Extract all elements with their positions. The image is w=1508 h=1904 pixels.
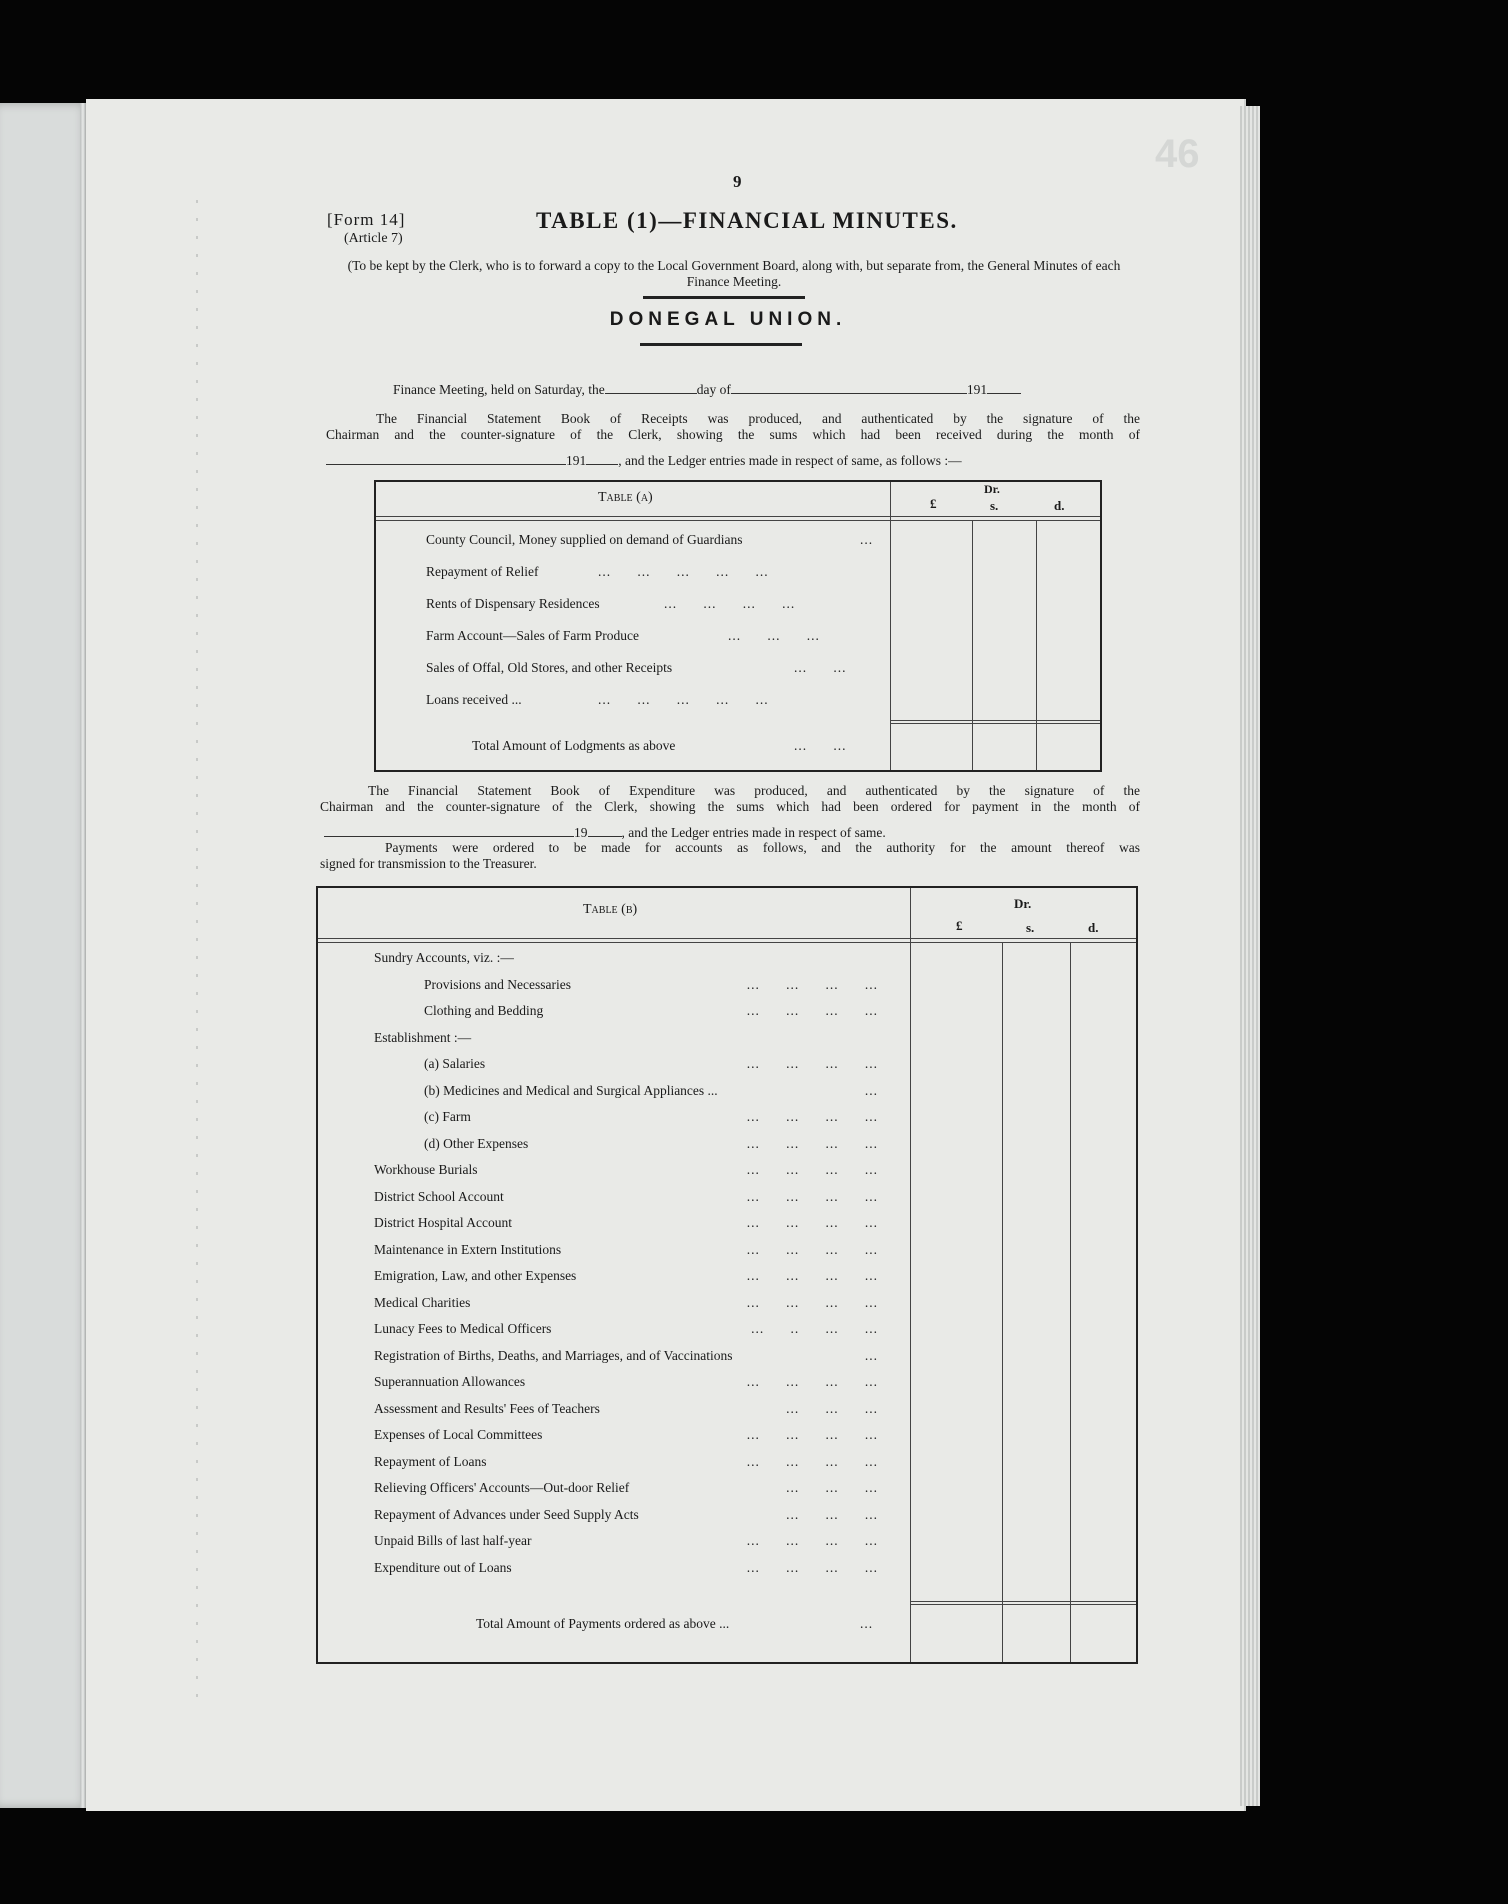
table-a-row-dots: ... ... ... ... ... <box>598 692 769 707</box>
table-b-pounds: £ <box>956 918 963 933</box>
table-b-row-label: Workhouse Burials <box>374 1162 478 1177</box>
title-rule-top <box>643 296 805 299</box>
receipts-year: 191 <box>566 453 587 468</box>
table-b-row-label: Unpaid Bills of last half-year <box>374 1533 532 1548</box>
table-b <box>316 886 1138 1664</box>
table-b-row-dots: ... ... ... ... <box>746 1188 878 1204</box>
year-blank[interactable] <box>987 381 1021 394</box>
table-b-col-line <box>1070 942 1071 1662</box>
table-b-row-label: (b) Medicines and Medical and Surgical Appliances ... <box>424 1082 718 1098</box>
table-a-shillings: s. <box>990 498 999 513</box>
table-b-shillings: s. <box>1026 920 1035 935</box>
table-a-row-dots: ... <box>860 532 874 547</box>
table-a-pounds: £ <box>930 496 937 511</box>
expenditure-year: 19 <box>574 825 588 840</box>
table-b-row-label: (a) Salaries <box>424 1056 486 1071</box>
table-b-row-dots: ... ... ... ... <box>746 1003 878 1018</box>
table-b-row-label: Establishment :— <box>374 1029 472 1045</box>
expenditure-month-blank[interactable] <box>324 824 574 837</box>
table-a-header-rule <box>376 516 1100 521</box>
table-b-total-dots: ... <box>860 1616 874 1631</box>
day-blank[interactable] <box>605 381 697 394</box>
table-b-row-dots: ... .. ... ... <box>751 1321 878 1336</box>
binding-holes <box>196 200 198 1700</box>
form-label: [Form 14] <box>327 210 406 229</box>
table-b-row-dots: ... ... ... ... <box>746 1056 878 1071</box>
facing-page <box>0 103 90 1808</box>
expenditure-paragraph-line5: signed for transmission to the Treasurer. <box>320 856 537 871</box>
receipts-line3-tail: , and the Ledger entries made in respect of same, as follows :— <box>618 453 962 468</box>
table-b-row-label: Provisions and Necessaries <box>424 976 571 992</box>
table-b-row-label: Repayment of Loans <box>374 1453 487 1469</box>
table-a-row-label: County Council, Money supplied on demand of Guardians <box>426 532 743 547</box>
table-b-row-dots: ... ... ... ... <box>746 1453 878 1469</box>
table-a-row-dots: ... ... ... ... ... <box>598 564 769 579</box>
table-a-row-dots: ... ... ... ... <box>664 596 796 611</box>
meeting-day-of: day of <box>696 382 731 397</box>
table-b-dr: Dr. <box>1014 896 1032 911</box>
page-stack-edge <box>1240 106 1260 1806</box>
table-b-row-label: Superannuation Allowances <box>374 1374 526 1389</box>
table-b-row-dots: ... <box>864 1347 878 1363</box>
meeting-held-prefix: Finance Meeting, held on Saturday, the <box>393 382 605 397</box>
table-b-row-label: District School Account <box>374 1188 504 1204</box>
table-b-row-label: Expenditure out of Loans <box>374 1559 512 1575</box>
table-b-row-dots: ... ... ... ... <box>746 1533 878 1548</box>
table-b-pence: d. <box>1088 920 1099 935</box>
table-a-row-label: Sales of Offal, Old Stores, and other Receipts <box>426 660 673 675</box>
table-b-total-rule <box>910 1604 1136 1605</box>
table-b-total-rule <box>910 1601 1136 1602</box>
table-b-row-dots: ... ... ... ... <box>746 1374 878 1389</box>
table-a-col-line <box>972 520 973 770</box>
table-b-row-dots: ... ... ... ... <box>746 1241 878 1257</box>
table-a-row-label: Repayment of Relief <box>426 564 539 579</box>
article-reference: (Article 7) <box>344 231 403 246</box>
table-a-row-label: Farm Account—Sales of Farm Produce <box>426 628 639 643</box>
meeting-year: 191 <box>966 382 988 397</box>
month-blank[interactable] <box>731 381 967 394</box>
table-b-row-label: Assessment and Results' Fees of Teachers <box>374 1400 600 1416</box>
table-b-row-dots: ... ... ... ... <box>746 1268 878 1283</box>
receipts-paragraph-line1: The Financial Statement Book of Receipts was produced, and authenticated by the signature of the <box>376 411 1140 426</box>
table-b-row-label: Relieving Officers' Accounts—Out-door Relief <box>374 1480 630 1495</box>
table-a-total-rule <box>890 723 1100 724</box>
table-b-row-dots: ... ... ... ... <box>746 1135 878 1151</box>
table-b-row-label: Maintenance in Extern Institutions <box>374 1241 562 1257</box>
receipts-paragraph-line3 <box>326 452 1126 469</box>
table-b-row-label: Emigration, Law, and other Expenses <box>374 1268 577 1283</box>
expenditure-paragraph-line2: Chairman and the counter-signature of the Clerk, showing the sums which had been ordered for payment in the month of <box>320 799 1140 814</box>
expenditure-year-blank[interactable] <box>588 824 622 837</box>
title-rule-bottom <box>640 343 802 346</box>
table-b-row-dots: ... ... ... <box>786 1480 878 1495</box>
table-b-row-dots: ... ... ... ... <box>746 1559 878 1575</box>
page-number: 9 <box>733 172 742 191</box>
table-a <box>374 480 1102 772</box>
table-a-total-label: Total Amount of Lodgments as above <box>472 738 676 753</box>
table-b-row-dots: ... <box>864 1082 878 1098</box>
expenditure-line3-tail: , and the Ledger entries made in respect of same. <box>621 825 886 840</box>
table-b-row-label: (d) Other Expenses <box>424 1135 529 1151</box>
meeting-line <box>393 381 1093 398</box>
instructions-text: (To be kept by the Clerk, who is to forward a copy to the Local Government Board, along with, but separate from, the General Minutes of each Finance Meeting. <box>347 258 1121 289</box>
table-a-row-label: Loans received ... <box>426 692 522 707</box>
table-b-row-label: Expenses of Local Committees <box>374 1427 543 1442</box>
table-b-row-dots: ... ... ... ... <box>746 1294 878 1310</box>
table-b-row-dots: ... ... ... ... <box>746 1109 878 1124</box>
receipts-month-blank[interactable] <box>326 452 566 465</box>
faint-page-mark: 46 <box>1155 132 1200 176</box>
table-a-row-label: Rents of Dispensary Residences <box>426 596 600 611</box>
table-a-row-dots: ... ... ... <box>728 628 820 643</box>
table-b-row-dots: ... ... ... <box>786 1400 878 1416</box>
table-b-row-dots: ... ... ... ... <box>746 976 878 992</box>
table-a-total-rule <box>890 720 1100 721</box>
table-b-row-label: Medical Charities <box>374 1294 471 1310</box>
table-b-divider <box>910 888 911 1662</box>
table-a-caption: Table (a) <box>598 490 653 505</box>
table-b-row-label: (c) Farm <box>424 1109 471 1124</box>
receipts-paragraph-line2: Chairman and the counter-signature of the Clerk, showing the sums which had been received during the month of <box>326 427 1140 442</box>
table-b-row-dots: ... ... ... <box>786 1506 878 1522</box>
expenditure-paragraph-line4: Payments were ordered to be made for accounts as follows, and the authority for the amount thereof was <box>385 840 1140 855</box>
table-b-row-dots: ... ... ... ... <box>746 1427 878 1442</box>
table-a-row-dots: ... ... <box>794 660 847 675</box>
table-b-row-label: Repayment of Advances under Seed Supply Acts <box>374 1506 639 1522</box>
table-b-row-label: Registration of Births, Deaths, and Marriages, and of Vaccinations <box>374 1347 733 1363</box>
table-b-row-label: Sundry Accounts, viz. :— <box>374 950 514 965</box>
table-b-total-label: Total Amount of Payments ordered as above ... <box>476 1616 730 1631</box>
table-b-col-line <box>1002 942 1003 1662</box>
table-b-row-label: Clothing and Bedding <box>424 1003 544 1018</box>
table-a-col-line <box>1036 520 1037 770</box>
table-b-row-label: Lunacy Fees to Medical Officers <box>374 1321 552 1336</box>
receipts-year-blank[interactable] <box>586 452 618 465</box>
expenditure-paragraph-line1: The Financial Statement Book of Expenditure was produced, and authenticated by the signature of the <box>368 783 1140 798</box>
table-a-dr: Dr. <box>984 482 1000 496</box>
table-b-caption: Table (b) <box>583 902 638 917</box>
table-a-divider <box>890 482 891 770</box>
table-a-total-dots: ... ... <box>794 738 847 753</box>
table-a-pence: d. <box>1054 498 1065 513</box>
table-b-header-rule <box>318 938 1136 943</box>
union-name: DONEGAL UNION. <box>609 309 847 330</box>
table-b-row-label: District Hospital Account <box>374 1215 512 1230</box>
table-b-row-dots: ... ... ... ... <box>746 1215 878 1230</box>
page-title: TABLE (1)—FINANCIAL MINUTES. <box>536 208 958 233</box>
table-b-row-dots: ... ... ... ... <box>746 1162 878 1177</box>
